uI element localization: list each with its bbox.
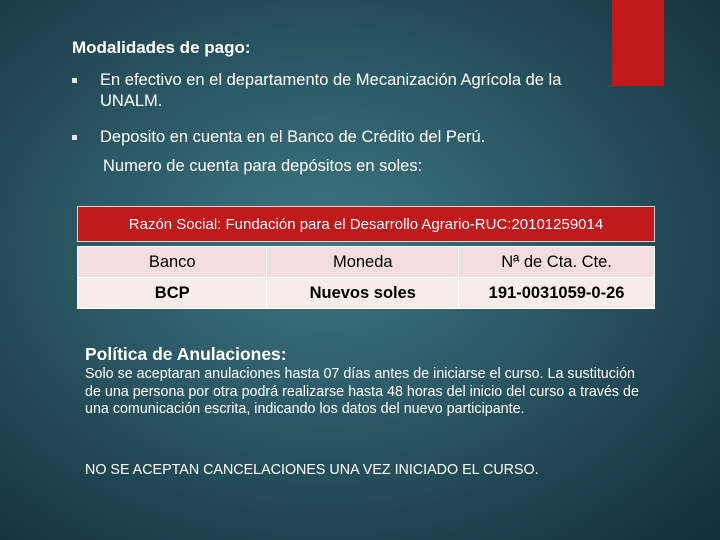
- header-account-number: Nª de Cta. Cte.: [459, 247, 655, 278]
- cell-account-number: 191-0031059-0-26: [459, 278, 655, 309]
- account-note: Numero de cuenta para depósitos en soles:: [103, 157, 423, 175]
- list-item: [72, 127, 602, 148]
- payment-heading: Modalidades de pago:: [72, 38, 251, 57]
- payment-method-cash: En efectivo en el departamento de Mecanización Agrícola de la UNALM.: [100, 71, 562, 110]
- table-header-row: [78, 247, 655, 278]
- square-bullet-icon: [72, 78, 77, 83]
- table-row: [78, 278, 655, 309]
- header-currency: Moneda: [267, 247, 459, 278]
- policy-title: Política de Anulaciones:: [85, 344, 287, 364]
- accent-bar: [612, 0, 664, 86]
- square-bullet-icon: [72, 135, 77, 140]
- payment-method-deposit: Deposito en cuenta en el Banco de Crédito del Perú.: [100, 128, 486, 146]
- payment-methods-list: [72, 70, 602, 163]
- policy-text: Solo se aceptaran anulaciones hasta 07 días antes de iniciarse el curso. La sustitución de una persona por otra podrá realizarse hasta 48 horas del inicio del curso a través de una comunicación escrita, indicando los datos del nuevo participante.: [85, 366, 639, 418]
- cell-currency: Nuevos soles: [267, 278, 459, 309]
- policy-note: NO SE ACEPTAN CANCELACIONES UNA VEZ INICIADO EL CURSO.: [85, 462, 539, 478]
- table-title: Razón Social: Fundación para el Desarrollo Agrario-RUC:20101259014: [78, 207, 655, 242]
- table-title-row: [78, 207, 655, 242]
- bank-account-table: [77, 206, 655, 309]
- list-item: [72, 70, 602, 112]
- header-bank: Banco: [78, 247, 267, 278]
- cell-bank: BCP: [78, 278, 267, 309]
